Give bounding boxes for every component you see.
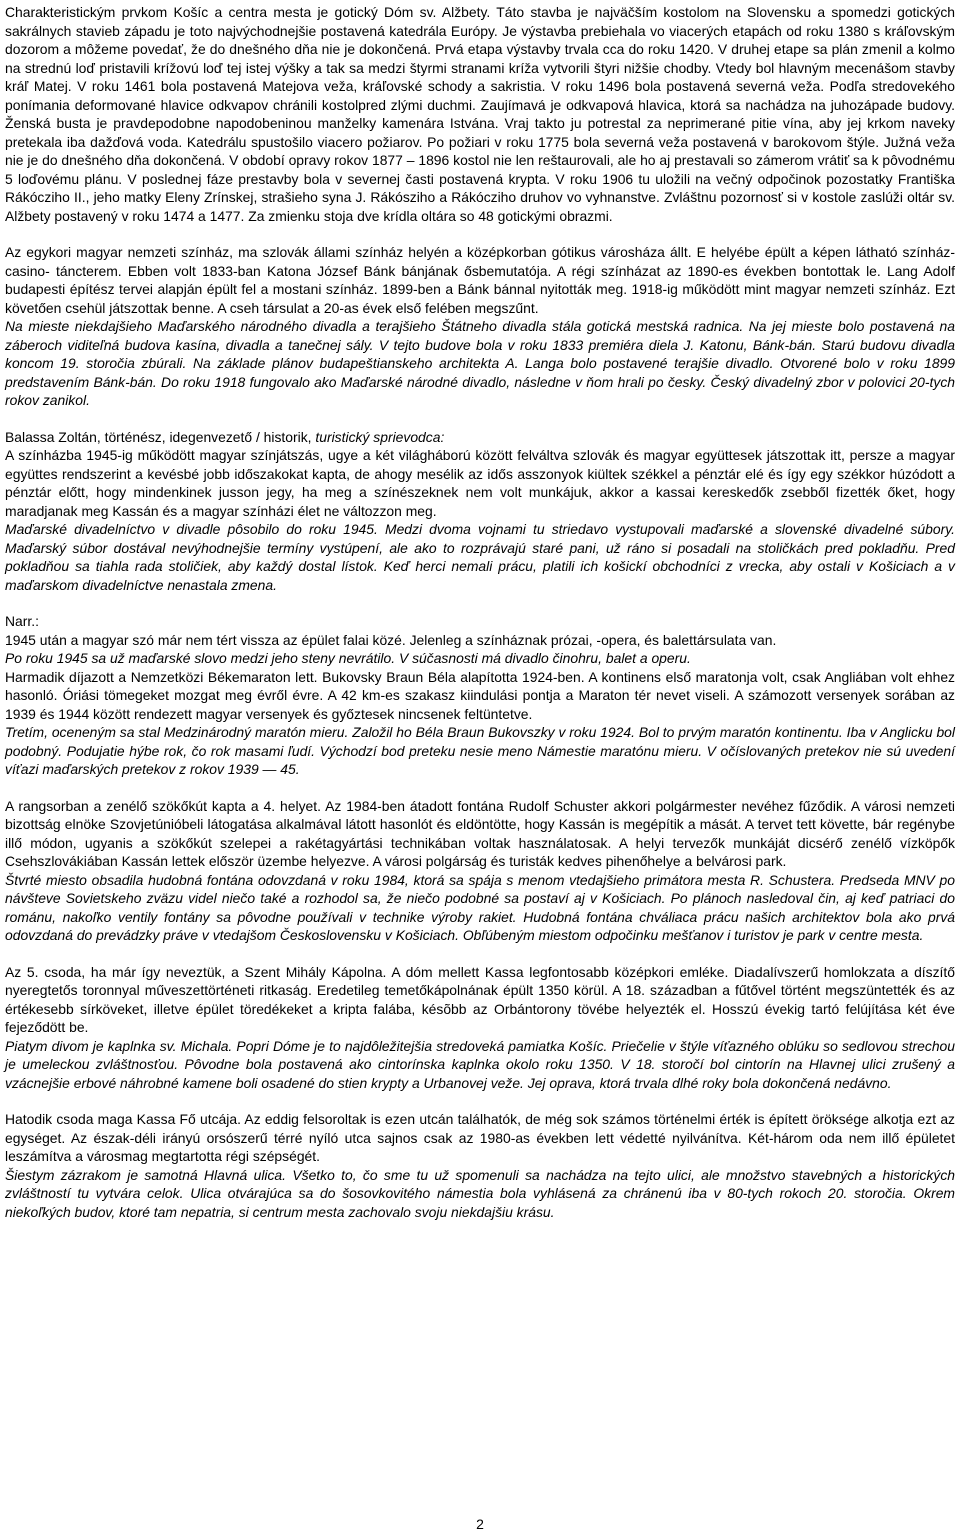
paragraph: 1945 után a magyar szó már nem tért vissza az épület falai közé. Jelenleg a színháznak prózai, -opera, és balettársulata van. (5, 631, 777, 648)
paragraph-slovak: Piatym divom je kaplnka sv. Michala. Popri Dóme je to najdôležitejšia stredoveká pamiatka Košíc. Priečelie v štýle víťazného oblúku so sedlovou strechou je umeleckou zvláštnosťou. Pôvodne bola postavená ako cintorínska kaplnka okolo roku 1350. V 18. storočí bol cintorín na Hlavnej ulici zrušený a vzácnejšie erbové náhrobné kamene boli osadené do stien krypty a Urbanovej veže. Jej oprava, ktorá trvala dlhé roky bola dokončená nedávno. (5, 1037, 955, 1091)
section-main-street (5, 1110, 955, 1221)
section-cathedral (5, 3, 955, 225)
page-number: 2 (476, 1516, 484, 1532)
section-balassa (5, 428, 955, 595)
section-marathon (5, 612, 955, 779)
section-chapel (5, 963, 955, 1093)
section-fountain (5, 797, 955, 945)
paragraph: A rangsorban a zenélő szökőkút kapta a 4. helyet. Az 1984-ben átadott fontána Rudolf Schuster akkori polgármester nevéhez fűződik. A városi nemzeti bizottság elnöke Szovjetúnióbeli látogatása alkalmával látott hasonlót és eldöntötte, hogy Kassán is megépítik a mását. A tervet tett követte, bár regénybe illő módon, ugyanis a szökőkút szelepei a rakétagyártási technikában voltak használatosak. A helyi tervezők munkáját dicsérő zenélő vízköpők Csehszlovákiában Kassán lettek először üzembe helyezve. A városi polgárság és turisták kedves pihenőhelye a belvárosi park. (5, 797, 955, 869)
paragraph: A színházba 1945-ig működött magyar színjátszás, ugye a két világháború között felváltva szlovák és magyar együttesek játszottak itt, persze a magyar együttes rendszerint a kevésbé jobb időszakokat kapta, de ahogy mesélik az idős asszonyok kiültek székkel a pénztár elé és így egy székkor húzódott a pénztár előtt, hogy mindenkinek jusson jegy, ha meg a színészeknek nem volt munkájuk, akkor a kassai kereskedők zsebből fizették őket, hogy maradjanak meg Kassán és a magyar színházi élet ne változzon meg. (5, 447, 955, 519)
paragraph-slovak: Tretím, oceneným sa stal Medzinárodný maratón mieru. Založil ho Béla Braun Bukovszky v roku 1924. Bol to prvým maratón kontinentu. Iba v Anglicku bol podobný. Podujatie hýbe rok, čo rok masami ľudí. Východzí bod preteku nesie meno Námestie maratónu mieru. V očíslovaných pretekov nie sú uvedení víťazi maďarských pretekov z rokov 1939 — 45. (5, 724, 955, 777)
paragraph-slovak: Maďarské divadelníctvo v divadle pôsobilo do roku 1945. Medzi dvoma vojnami tu striedavo vystupovali maďarské a slovenské divadelné súbory. Maďarský súbor dostával nevýhodnejšie termíny vystúpení, ale ako to rozprávajú staré pani, už ráno si posadali na stoličkách pred pokladňu. Pred pokladňou sa tiahla rada stoličiek, aby každý dostal lístok. Keď herci nemali prácu, platili ich košickí obchodníci z vrecka, aby ostali v Košiciach a v maďarskom divadelníctve nenastala zmena. (5, 521, 955, 593)
paragraph: Hatodik csoda maga Kassa Fő utcája. Az eddig felsoroltak is ezen utcán találhatók, de még sok számos történelmi érték is épített öröksége alkotja ezt az egységet. Az észak-déli irányú orsószerű térré nyíló utca sajnos csak az 1980-as években lett védetté nyilvánítva. Két-három oda nem illő épületet leszámítva a városmag megtartotta régi szépségét. (5, 1111, 955, 1164)
paragraph-slovak: Na mieste niekdajšieho Maďarského národného divadla a terajšieho Štátneho divadla stála gotická mestská radnica. Na jej mieste bolo postavená na záberoch viditeľná budova kasína, divadla a tanečnej sály. V tejto budove bola v roku 1833 premiéra diela J. Katonu, Bánk-bán. Starú budovu divadla koncom 19. storočia zbúrali. Na základe plánov budapeštianskeho architekta A. Langa bolo postavené terajšie divadlo. Otvorené bolo v roku 1899 predstavením Bánk-bán. Do roku 1918 fungovalo ako Maďarské národné divadlo, následne v ňom hrali po česky. Český divadelný zbor v polovici 20-tych rokov zanikol. (5, 318, 955, 408)
attribution-line (5, 428, 955, 447)
paragraph-slovak: Šiestym zázrakom je samotná Hlavná ulica. Všetko to, čo sme tu už spomenuli sa nachádza na tejto ulici, ale množstvo stavebných a historických zvláštností tu vytvára celok. Ulica otvárajúca sa do šosovkovitého námestia bola vyhlásená za chránenú iba v 80-tych rokoch 20. storočia. Okrem niekoľkých budov, ktoré tam nepatria, si centrum mesta zachovalo svoju niekdajšiu krásu. (5, 1166, 955, 1220)
paragraph: Charakteristickým prvkom Košíc a centra mesta je gotický Dóm sv. Alžbety. Táto stavba je najväčším kostolom na Slovensku a spomedzi gotických sakrálnych stavieb západu je toto najvýchodnejšie postavená katedrála Európy. Je výstavba prebiehala vo viacerých etapách od roku 1380 s kráľovským dozorom a môžeme povedať, že do dnešného dňa nie je dokončená. Prvá etapa výstavby trvala cca do roku 1420. V druhej etape sa plán zmenil a kolmo na strednú loď pristavili krížovú loď tej istej výšky a tak sa medzi štyrmi stranami kríža vytvorili štyri nižšie chodby. Vtedy bol hlavným mecenášom stavby kráľ Matej. V roku 1461 bola postavená Matejova veža, kráľovské schody a sakristia. V roku 1496 bola postavená severná veža. Podľa stredovekého ponímania deformované hlavice odkvapov chránili kostolpred zlými duchmi. Zaujímavá je odkvapová hlavica, ktorá sa nachádza na juhozápade budovy. Ženská busta je pravdepodobne napodobeninou manželky kamenára Istvána. Vraj takto ju potrestal za neprimerané pitie vína, aby jej krkom naveky pretekala iba dažďová voda. Katedrálu spustošilo viacero požiarov. Po požiari v roku 1775 bola severná veža postavená v barokovom štýle. Južná veža nie je do dnešného dňa dokončená. V období opravy rokov 1877 – 1896 kostol nie len reštaurovali, ale ho aj prestavali so zámerom vrátiť sa k pôvodnému 5 loďovému plánu. V poslednej fáze prestavby bola v severnej časti postavená krypta. V roku 1906 tu uložili na večný odpočinok pozostatky Františka Rákócziho II., jeho matky Eleny Zrínskej, strašieho syna J. Rákósziho a Rákócziho druhov vo vyhnanstve. Zvláštnu pozornosť si v kostole zaslúži oltár sv. Alžbety postavený v roku 1474 a 1477. Za zmienku stoja dve krídla oltára so 48 gotickými obrazmi. (5, 4, 955, 224)
paragraph: Narr.: (5, 613, 39, 629)
attribution-role: turistický sprievodca: (315, 428, 445, 445)
attribution-name: Balassa Zoltán, történész, idegenvezető / historik, (5, 428, 316, 445)
paragraph: Harmadik díjazott a Nemzetközi Békemaraton lett. Bukovsky Braun Béla alapította 1924-ben. A kontinens első maratonja volt, csak Angliában volt ehhez hasonló. Óriási tömegeket mozgat meg évről évre. A 42 km-es szakasz kiindulási pontja a Maraton tér nevet viseli. A számozott versenyek sorában az 1939 és 1944 között rendezett magyar versenyek és győztesek nincsenek feltüntetve. (5, 668, 955, 722)
section-theatre (5, 243, 955, 410)
document-body (5, 3, 955, 1221)
paragraph-slovak: Po roku 1945 sa už maďarské slovo medzi jeho steny nevrátilo. V súčasnosti má divadlo činohru, balet a operu. (5, 650, 691, 666)
paragraph: Az 5. csoda, ha már így neveztük, a Szent Mihály Kápolna. A dóm mellett Kassa legfontosabb középkori emléke. Diadalívszerű homlokzata a díszítő nyeregtetős toronnyal műveszettörténeti ritkaság. Eredetileg temetőkápolnának épült 1350 körül. A 18. században a fűtővel történt megszüntették és az értékesebb sírköveket, illetve épület töredékeket a kripta falába, késõbb az Orbántorony tövébe helyezték el. Hosszú évekig tartó felújítása két éve fejeződött be. (5, 963, 955, 1035)
paragraph: Az egykori magyar nemzeti színház, ma szlovák állami színház helyén a középkorban gótikus városháza állt. E helyébe épült a képen látható színház-casino- táncterem. Ebben volt 1833-ban Katona József Bánk bánjának ősbemutatója. A régi színházat az 1890-es években bontottak le. Lang Adolf budapesti építész tervei alapján épült fel a mostani színház. 1899-ben a Bánk bánnal nyitották meg. 1918-ig működött mint magyar nemzeti színház. Ezt követően csehül játszottak benne. A cseh társulat a 20-as évek első felében megszűnt. (5, 244, 955, 316)
paragraph-slovak: Štvrté miesto obsadila hudobná fontána odovzdaná v roku 1984, ktorá sa spája s menom vtedajšieho primátora mesta R. Schustera. Predseda MNV po návšteve Sovietskeho zväzu videl niečo také a rozhodol sa, že niečo podobné sa postaví aj v Košiciach. Po plánoch nasledoval čin, aj keď patriaci do románu, nakoľko ventily fontány sa pôvodne používali v technike výroby rakiet. Hudobná fontána chváliaca prácu našich architektov bola ako prvá odovzdaná do prevádzky práve v vtedajšom Československu v Košiciach. Obľúbeným miestom odpočinku mešťanov i turistov je park v centre mesta. (5, 871, 955, 943)
